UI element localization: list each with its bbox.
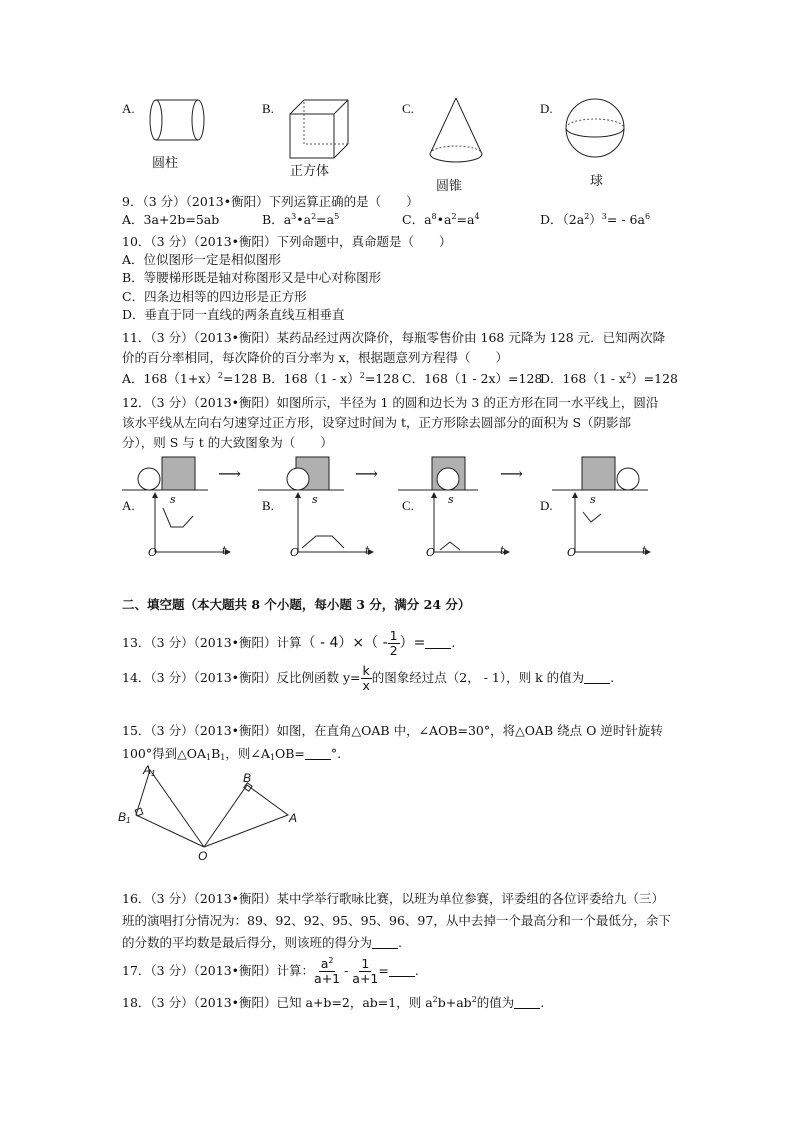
q12-graph-b-s-label: s [312,493,318,506]
q12-frame-4 [552,455,652,495]
q8-option-b-caption: 正方体 [290,164,330,179]
q12-graph-b-t-label: t [365,544,370,557]
q9-option-a: A．3a+2b=5ab [122,212,220,227]
q8-option-a-letter: A. [122,101,135,116]
q8-option-b-letter: B. [262,101,274,116]
q9-stem: 9．（3 分）（2013•衡阳）下列运算正确的是（ ） [122,194,419,209]
q12-line-3: 分），则 S 与 t 的大致图象为（ ） [122,435,333,450]
q12-frame-1 [122,455,212,495]
q12-graph-a-s-label: s [170,493,176,506]
q14-answer-blank [584,671,610,684]
q12-graph-d-t-label: t [642,544,647,557]
q13: 13．（3 分）（2013•衡阳）计算（ - 4）×（ - $\frac{1}{2}$ ）= . [122,628,456,658]
q9-option-d: D．$(2a^2)^3= - 6a^6$ [540,212,651,227]
q11-option-b: B．168（1 - x）$^2$=128 [262,371,400,386]
q11-option-d: D．$168(1 - x^2)=128$ [540,371,678,386]
sphere-figure [562,96,632,166]
q12-arrow-1: ⟶ [218,464,241,483]
q16-answer-blank [372,936,398,949]
q12-graph-a-t-label: t [222,544,227,557]
q12-option-b-letter: B. [262,498,274,513]
q11-option-c: C．168（1 - 2x）=128 [402,371,543,386]
q18: 18．（3 分）（2013•衡阳）已知 a+b=2，ab=1，则 $a^2b+ab^2$的值为 . [122,995,545,1010]
q12-graph-a-origin: O [148,546,158,559]
section-2-heading: 二、填空题（本大题共 8 个小题，每小题 3 分，满分 24 分） [122,597,471,612]
q12-line-1: 12．（3 分）（2013•衡阳）如图所示，半径为 1 的圆和边长为 3 的正方形在同一水平线上，圆沿 [122,395,659,410]
q11-line-2: 价的百分率相同，每次降价的百分率为 x，根据题意列方程得（ ） [122,350,509,365]
q12-frame-2 [258,455,348,495]
q10-option-d: D．垂直于同一直线的两条直线互相垂直 [122,307,345,322]
q8-option-d-caption: 球 [590,174,604,189]
q16-line-3: 的分数的平均数是最后得分，则该班的得分为 . [122,935,402,950]
q10-option-a: A．位似图形一定是相似图形 [122,252,282,267]
q10-option-c: C．四条边相等的四边形是正方形 [122,289,307,304]
q9-option-b: B．$a^3•a^2=a^5$ [262,212,340,227]
q12-arrow-2: ⟶ [355,464,378,483]
q15-label-b: B [243,771,252,785]
q11-option-a: A．$168(1+x)^2=128$ [122,371,258,386]
q15-label-a1: $A_1$ [143,763,156,778]
q12-graph-b-origin: O [290,546,300,559]
q16-line-1: 16．（3 分）（2013•衡阳）某中学举行歌咏比赛，以班为单位参赛，评委组的各位评委给九（三） [122,891,665,906]
q14: 14．（3 分）（2013•衡阳）反比例函数 y= $\frac{k}{x}$ 的图象经过点（2， - 1），则 k 的值为 . [122,663,615,693]
q18-answer-blank [514,996,540,1009]
q8-option-d-letter: D. [540,101,553,116]
q10-option-b: B．等腰梯形既是轴对称图形又是中心对称图形 [122,270,382,285]
q12-option-a-letter: A. [122,498,135,513]
q17: 17．（3 分）（2013•衡阳）计算： $\frac{a^2}{a+1}$ - $\frac{1}{a+1}$ = . [122,956,419,986]
q9-option-c: C．$a^8•a^2=a^4$ [402,212,480,227]
q15-line-1: 15．（3 分）（2013•衡阳）如图，在直角△OAB 中，∠AOB=30°，将△OAB 绕点 O 逆时针旋转 [122,723,663,738]
q10-stem: 10．（3 分）（2013•衡阳）下列命题中，真命题是（ ） [122,234,452,249]
q12-arrow-3: ⟶ [500,464,523,483]
q15-answer-blank [305,747,331,760]
q12-graph-d-s-label: s [590,493,596,506]
q8-option-c-letter: C. [402,101,414,116]
q15-label-a: A [289,811,298,825]
cube-figure [286,98,356,158]
q8-option-c-caption: 圆锥 [436,179,463,194]
q12-frame-3 [398,455,488,495]
q12-graph-d-origin: O [567,546,577,559]
q12-option-c-letter: C. [402,498,414,513]
q12-graph-c-t-label: t [500,544,505,557]
q16-line-2: 班的演唱打分情况为：89、92、92、95、95、96、97，从中去掉一个最高分和一个最低分，余下 [122,913,671,928]
q15-label-o: O [198,849,208,863]
q15-label-b1: $B_1$ [118,810,131,825]
q17-answer-blank [389,964,415,977]
q12-line-2: 该水平线从左向右匀速穿过正方形，设穿过时间为 t，正方形除去圆部分的面积为 S（阴影部 [122,415,632,430]
q11-line-1: 11．（3 分）（2013•衡阳）某药品经过两次降价，每瓶零售价由 168 元降为 128 元．已知两次降 [122,330,666,345]
q15-rotation-figure [118,765,318,865]
q12-graph-c-s-label: s [448,493,454,506]
q12-graph-c-origin: O [426,546,436,559]
q13-answer-blank [425,636,451,649]
cylinder-figure [148,96,208,146]
q12-option-d-letter: D. [540,498,553,513]
cone-figure [424,96,494,171]
q8-option-a-caption: 圆柱 [152,156,179,171]
q15-line-2: 100°得到$\triangle OA_1B_1$，则$\angle A_1OB=$ °. [122,746,342,762]
